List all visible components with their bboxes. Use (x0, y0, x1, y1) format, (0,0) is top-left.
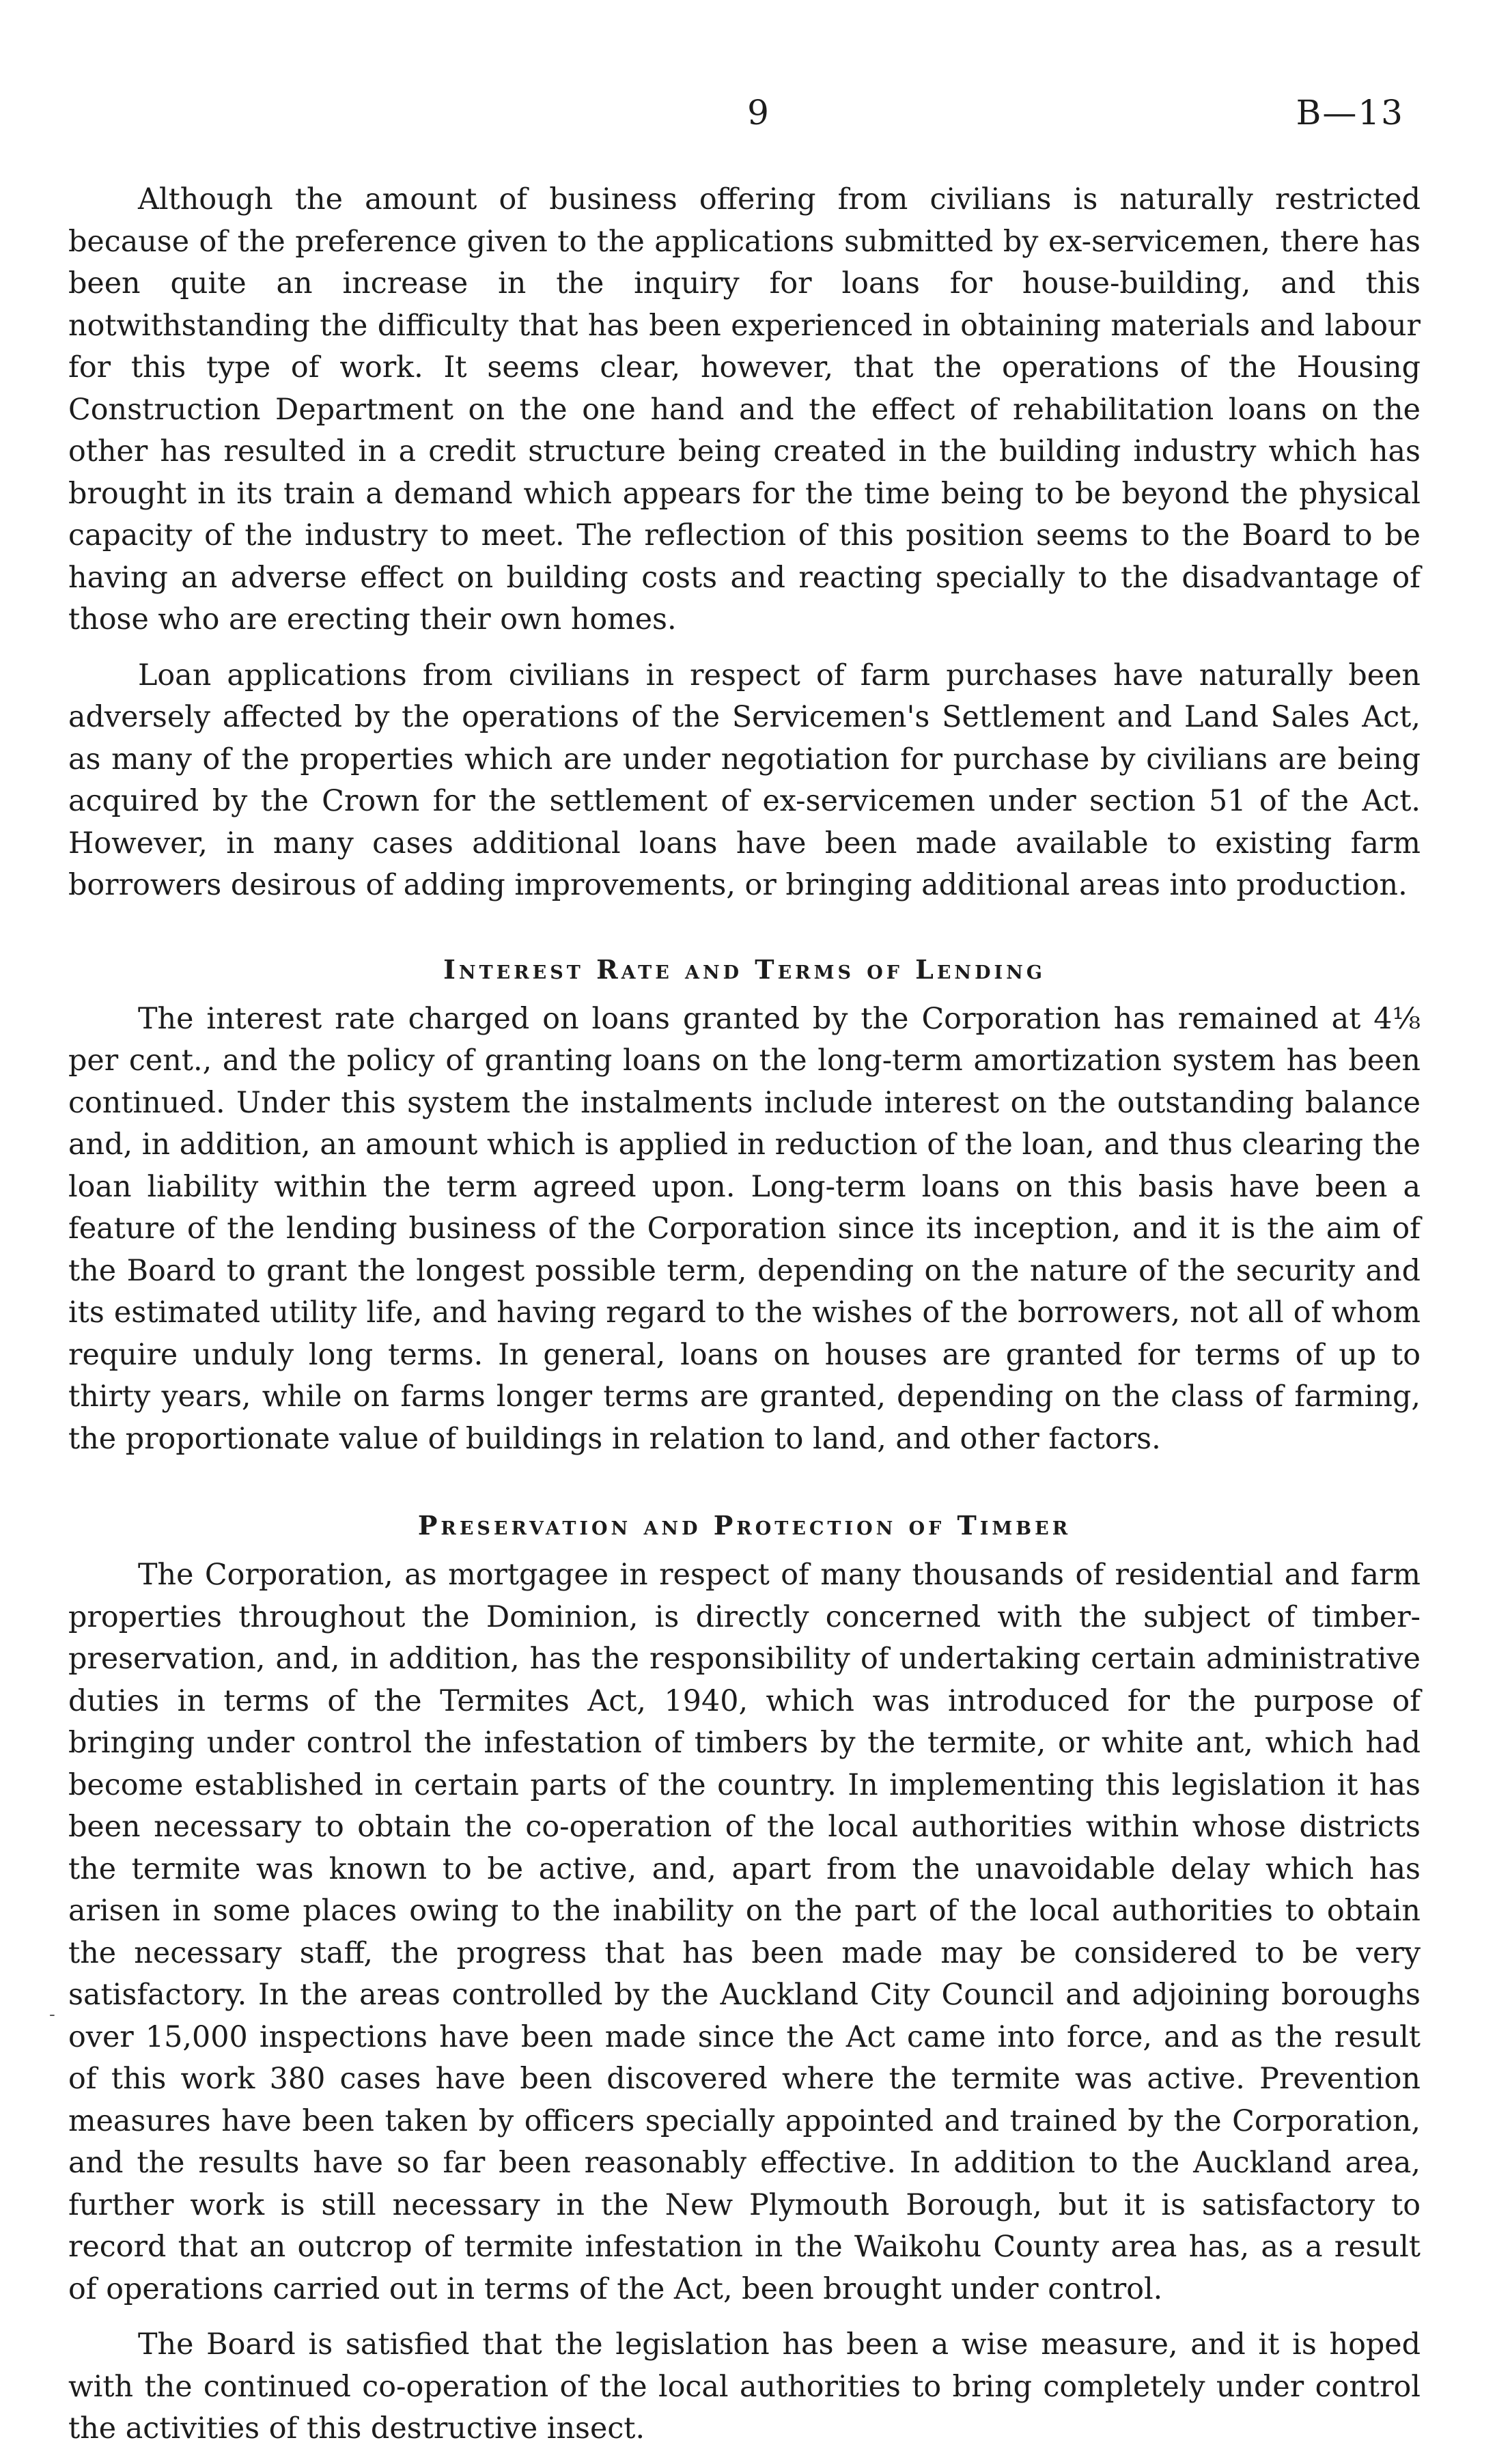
section-heading: Interest Rate and Terms of Lending (443, 953, 1046, 985)
section-heading: Preservation and Protection of Timber (417, 1510, 1072, 1541)
section-interest-rate (68, 949, 1421, 1461)
section-timber-protection (68, 1505, 1421, 2450)
paragraph: Loan applications from civilians in respect of farm purchases have naturally been adversely affected by the operations of the Servicemen's Settlement and Land Sales Act, as many of the properties which are under negotiation for purchase by civilians are being acquired by the Crown for the settlement of ex-servicemen under section 51 of the Act. However, in many cases additional loans have been made available to existing farm borrowers desirous of adding improvements, or bringing additional areas into production. (68, 658, 1421, 902)
paragraph: The interest rate charged on loans granted by the Corporation has remained at 4⅛ per cent., and the policy of granting loans on the long-term amortization system has been continued. Under this system the instalments include interest on the outstanding balance and, in addition, an amount which is applied in reduction of the loan, and thus clearing the loan liability within the term agreed upon. Long-term loans on this basis have been a feature of the lending business of the Corporation since its inception, and it is the aim of the Board to grant the longest possible term, depending on the nature of the security and its estimated utility life, and having regard to the wishes of the borrowers, not all of whom require unduly long terms. In general, loans on houses are granted for terms of up to thirty years, while on farms longer terms are granted, depending on the class of farming, the proportionate value of buildings in relation to land, and other factors. (68, 1001, 1421, 1456)
section-housing-loans (68, 179, 1421, 907)
page-number: 9 (747, 93, 769, 132)
margin-mark: - (49, 2004, 55, 2025)
paragraph: The Board is satisfied that the legislation has been a wise measure, and it is hoped with the continued co-operation of the local authorities to bring completely under control the activities of this destructive insect. (68, 2327, 1421, 2446)
paragraph: The Corporation, as mortgagee in respect of many thousands of residential and farm properties throughout the Dominion, is directly concerned with the subject of timber-preservation, and, in addition, has the responsibility of undertaking certain administrative duties in terms of the Termites Act, 1940, which was introduced for the purpose of bringing under control the infestation of timbers by the termite, or white ant, which had become established in certain parts of the country. In implementing this legislation it has been necessary to obtain the co-operation of the local authorities within whose districts the termite was known to be active, and, apart from the unavoidable delay which has arisen in some places owing to the inability on the part of the local authorities to obtain the necessary staff, the progress that has been made may be considered to be very satisfactory. In the areas controlled by the Auckland City Council and adjoining boroughs over 15,000 inspections have been made since the Act came into force, and as the result of this work 380 cases have been discovered where the termite was active. Prevention measures have been taken by officers specially appointed and trained by the Corporation, and the results have so far been reasonably effective. In addition to the Auckland area, further work is still necessary in the New Plymouth Borough, but it is satisfactory to record that an outcrop of termite infestation in the Waikohu County area has, as a result of operations carried out in terms of the Act, been brought under control. (68, 1558, 1421, 2306)
body-text (68, 179, 1421, 2464)
document-reference: B—13 (1296, 93, 1404, 132)
paragraph: Although the amount of business offering from civilians is naturally restricted because of the preference given to the applications submitted by ex-servicemen, there has been quite an increase in the inquiry for loans for house-building, and this notwithstanding the difficulty that has been experienced in obtaining materials and labour for this type of work. It seems clear, however, that the operations of the Housing Construction Department on the one hand and the effect of rehabilitation loans on the other has resulted in a credit structure being created in the building industry which has brought in its train a demand which appears for the time being to be beyond the physical capacity of the industry to meet. The reflection of this position seems to the Board to be having an adverse effect on building costs and reacting specially to the disadvantage of those who are erecting their own homes. (68, 182, 1421, 636)
page-header (0, 92, 1510, 140)
